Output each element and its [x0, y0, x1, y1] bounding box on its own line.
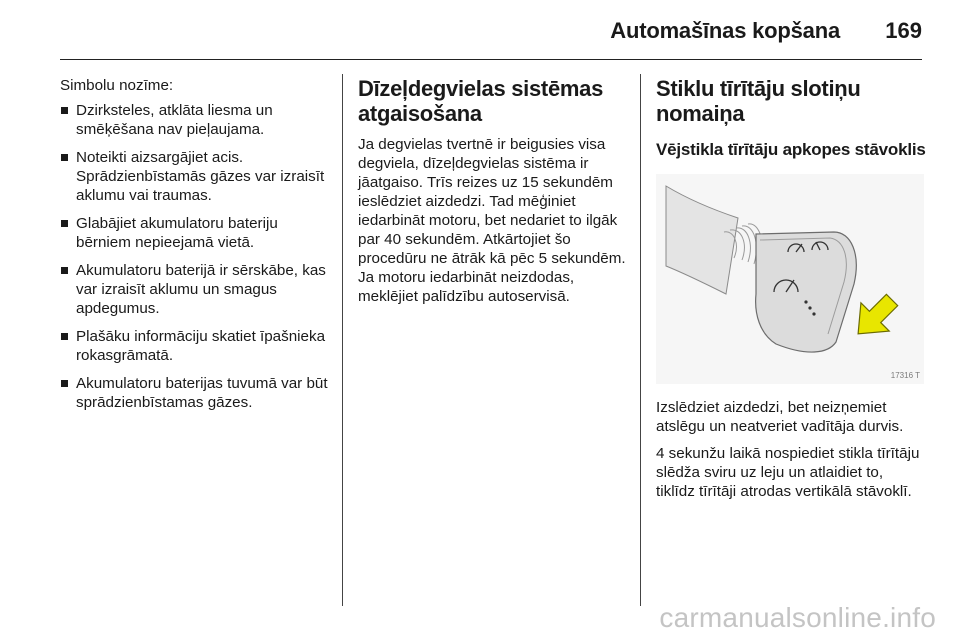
square-bullet-icon	[61, 220, 68, 227]
square-bullet-icon	[61, 267, 68, 274]
list-item-text: Noteikti aizsargājiet acis. Sprādzienbīstamās gāzes var izraisīt aklumu vai traumas.	[76, 149, 325, 204]
symbols-intro: Simbolu nozīme:	[60, 77, 174, 94]
list-item-text: Plašāku informāciju skatiet īpašnieka rokasgrāmatā.	[76, 328, 326, 364]
list-item	[60, 214, 330, 252]
column-diesel-bleeding	[358, 76, 628, 306]
column-divider-2	[640, 74, 641, 606]
square-bullet-icon	[61, 333, 68, 340]
figure-label: 17316 T	[890, 371, 920, 380]
wiper-subheading: Vējstikla tīrītāju apkopes stāvoklis	[656, 140, 926, 159]
square-bullet-icon	[61, 154, 68, 161]
header-rule	[60, 59, 922, 60]
diesel-section-heading: Dīzeļdegvielas sistēmas atgaisošana	[358, 76, 604, 126]
square-bullet-icon	[61, 107, 68, 114]
list-item	[60, 101, 330, 139]
column-wiper-blades	[656, 76, 926, 509]
list-item-text: Akumulatoru baterijas tuvumā var būt sprādzienbīstamas gāzes.	[76, 375, 328, 411]
column-divider-1	[342, 74, 343, 606]
wiper-lever-icon	[656, 174, 924, 384]
wiper-lever-illustration	[656, 174, 924, 384]
square-bullet-icon	[61, 380, 68, 387]
list-item-text: Dzirksteles, atklāta liesma un smēķēšana nav pieļaujama.	[76, 102, 273, 138]
symbols-list	[60, 101, 330, 412]
page-number: 169	[885, 18, 922, 43]
list-item-text: Glabājiet akumulatoru bateriju bērniem nepieejamā vietā.	[76, 215, 278, 251]
diesel-section-paragraph: Ja degvielas tvertnē ir beigusies visa degviela, dīzeļdegvielas sistēma ir jāatgaiso. Trīs reizes uz 15 sekundēm ieslēdziet aizdedzi. Tad mēģiniet iedarbināt motoru, bet nedariet to ilgāk par 40 sekundēm. Atkārtojiet šo procedūru ne ātrāk kā pēc 5 sekundēm. Ja motoru iedarbināt neizdodas, meklējiet palīdzību autoservisā.	[358, 136, 626, 305]
list-item	[60, 148, 330, 205]
list-item-text: Akumulatoru baterijā ir sērskābe, kas var izraisīt aklumu un smagus apdegumus.	[76, 262, 326, 317]
wiper-section-heading: Stiklu tīrītāju slotiņu nomaiņa	[656, 76, 861, 126]
wiper-paragraph-1: Izslēdziet aizdedzi, bet neizņemiet atslēgu un neatveriet vadītāja durvis.	[656, 399, 904, 435]
list-item	[60, 261, 330, 318]
list-item	[60, 374, 330, 412]
site-watermark: carmanualsonline.info	[659, 602, 936, 633]
page-header-title: Automašīnas kopšana	[610, 18, 840, 43]
wiper-paragraph-2: 4 sekunžu laikā nospiediet stikla tīrītāju slēdža sviru uz leju un atlaidiet to, tiklīdz tīrītāji atrodas vertikālā stāvoklī.	[656, 445, 920, 500]
column-symbols	[60, 76, 330, 421]
list-item	[60, 327, 330, 365]
